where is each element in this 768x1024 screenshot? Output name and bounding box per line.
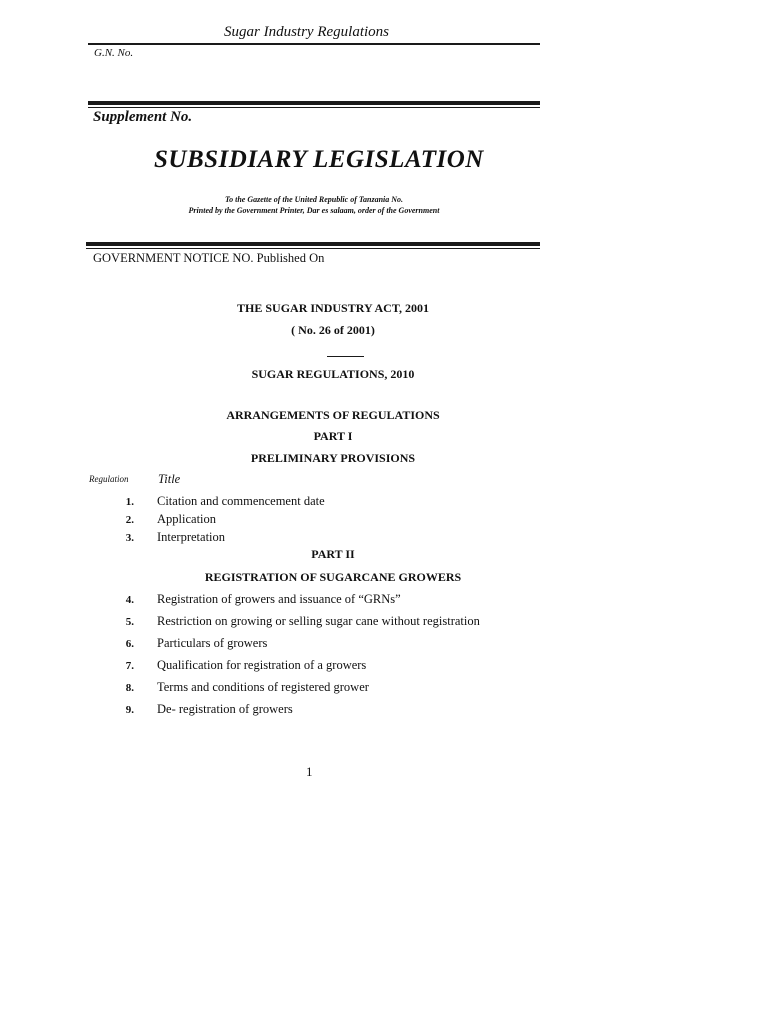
government-notice: GOVERNMENT NOTICE NO. Published On [93, 251, 325, 265]
notice-rule-thin [86, 248, 540, 249]
regulation-number: 2. [125, 514, 134, 526]
regulation-title: Registration of growers and issuance of “GRNs” [157, 592, 401, 606]
regulation-number: 7. [125, 660, 134, 672]
part-1-label: PART I [313, 429, 353, 443]
page-number: 1 [306, 764, 313, 779]
arrangements-heading: ARRANGEMENTS OF REGULATIONS [226, 408, 440, 422]
regulation-title: Terms and conditions of registered grower [157, 680, 369, 694]
main-title: SUBSIDIARY LEGISLATION [154, 146, 484, 173]
regulation-number: 8. [125, 682, 134, 694]
supplement-label: Supplement No. [93, 109, 193, 125]
regulation-title: Application [157, 512, 217, 526]
regulation-title: Qualification for registration of a growers [157, 658, 367, 672]
regulation-title: Restriction on growing or selling sugar cane without registration [157, 614, 480, 628]
regulation-number: 9. [125, 704, 134, 716]
regulation-title: Interpretation [157, 530, 226, 544]
regulation-number: 5. [125, 616, 134, 628]
act-number: ( No. 26 of 2001) [291, 323, 375, 337]
act-title: THE SUGAR INDUSTRY ACT, 2001 [237, 301, 429, 315]
header-rule [88, 43, 540, 45]
regulations-title: SUGAR REGULATIONS, 2010 [251, 367, 415, 381]
regulation-title: Particulars of growers [157, 636, 268, 650]
title-column-header: Title [158, 472, 181, 486]
gazette-line-2: Printed by the Government Printer, Dar es salaam, order of the Government [188, 206, 440, 215]
regulation-number: 1. [125, 496, 134, 508]
running-title: Sugar Industry Regulations [224, 24, 389, 40]
notice-rule-thick [86, 242, 540, 246]
regulation-column-header: Regulation [89, 474, 129, 484]
regulation-title: De- registration of growers [157, 702, 293, 716]
part-2-label: PART II [311, 547, 355, 561]
regulation-number: 4. [125, 594, 134, 606]
gazette-line-1: To the Gazette of the United Republic of Tanzania No. [224, 195, 404, 204]
title-divider [327, 356, 364, 357]
part-1-heading: PRELIMINARY PROVISIONS [250, 451, 416, 465]
regulation-number: 6. [125, 638, 134, 650]
part-2-heading: REGISTRATION OF SUGARCANE GROWERS [204, 570, 462, 584]
gn-number: G.N. No. [94, 47, 134, 59]
regulation-title: Citation and commencement date [157, 494, 325, 508]
regulation-number: 3. [125, 532, 134, 544]
supplement-rule-thick [88, 101, 540, 105]
supplement-rule-thin [88, 107, 540, 108]
